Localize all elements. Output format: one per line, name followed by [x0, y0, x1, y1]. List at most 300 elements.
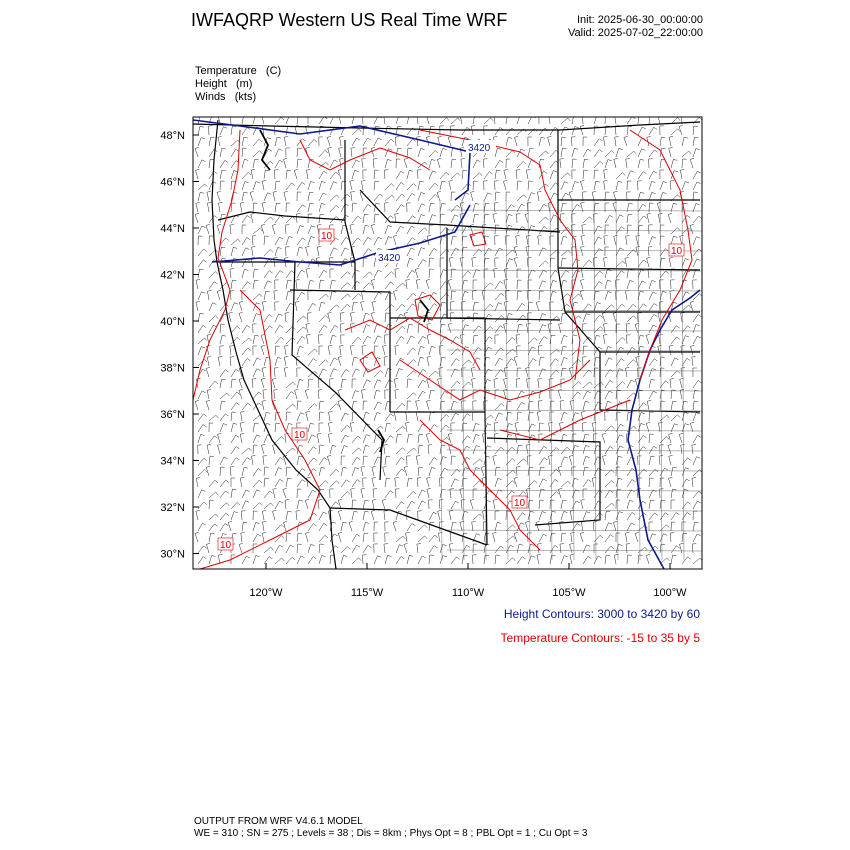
wind-barb — [383, 345, 387, 355]
lat-label: 34°N — [160, 455, 185, 468]
wind-barb — [693, 269, 700, 278]
wind-barb — [539, 337, 547, 345]
wind-barb — [352, 138, 360, 146]
wind-barb — [660, 468, 668, 476]
plot-title: IWFAQRP Western US Real Time WRF — [191, 10, 508, 30]
wind-barb — [602, 433, 606, 443]
wind-barb — [514, 532, 518, 542]
wind-barb — [581, 246, 585, 256]
wind-barb — [396, 148, 402, 157]
wind-barb — [660, 401, 665, 410]
wind-barb — [363, 445, 369, 454]
wind-barb — [272, 378, 276, 388]
wind-barb — [407, 170, 413, 179]
wind-barb — [504, 180, 508, 190]
wind-barb — [374, 402, 382, 410]
wind-barb — [318, 390, 322, 399]
wind-barb — [580, 125, 584, 135]
wind-barb — [693, 491, 702, 498]
wind-barb — [693, 117, 702, 124]
wind-barb — [649, 369, 656, 377]
wind-barb — [284, 521, 288, 531]
wind-barb — [417, 544, 421, 553]
wind-barb — [638, 555, 643, 564]
wind-barb — [352, 369, 360, 377]
wind-barb — [495, 236, 499, 245]
wind-barb — [275, 149, 282, 157]
wind-barb — [418, 525, 427, 531]
wind-barb — [352, 379, 356, 388]
wind-barb — [616, 347, 624, 355]
wind-barb — [297, 401, 302, 410]
wind-barb — [297, 292, 305, 300]
wind-barb — [286, 392, 294, 399]
wind-barb — [220, 379, 226, 388]
wind-barb — [473, 181, 478, 190]
wind-barb — [528, 313, 532, 322]
wind-barb — [495, 555, 500, 564]
wind-barb — [352, 294, 361, 301]
wind-barb — [396, 469, 405, 476]
wind-barb — [451, 269, 456, 278]
wind-barb — [635, 323, 639, 333]
border-nv-ut — [290, 290, 390, 412]
wind-barb — [615, 115, 619, 125]
wind-barb — [209, 423, 213, 432]
wind-barb — [242, 490, 250, 498]
wind-barb — [418, 501, 426, 509]
wind-barb — [297, 346, 303, 355]
wind-barb — [550, 291, 556, 300]
wind-barb — [583, 159, 588, 168]
wind-barb — [253, 346, 257, 355]
wind-barb — [385, 478, 390, 487]
wind-barb — [406, 280, 410, 289]
wind-barb — [550, 258, 555, 267]
wind-barb — [604, 181, 608, 191]
wind-barb — [338, 356, 342, 366]
wind-barb — [473, 214, 479, 223]
wind-barb — [362, 390, 366, 400]
wind-barb — [352, 436, 361, 443]
wind-barb — [407, 148, 412, 157]
wind-barb — [572, 148, 578, 157]
wind-barb — [319, 423, 323, 432]
wind-barb — [330, 248, 337, 256]
wind-barb — [693, 390, 699, 399]
wind-barb — [416, 411, 420, 421]
wind-barb — [196, 510, 200, 520]
wind-barb — [319, 512, 327, 520]
wind-barb — [340, 313, 344, 322]
wind-barb — [659, 456, 663, 465]
wind-barb — [396, 337, 404, 345]
wind-barb — [273, 488, 277, 498]
wind-barb — [352, 238, 361, 245]
wind-barb — [616, 181, 622, 190]
wind-barb — [308, 557, 316, 564]
model-info — [194, 816, 587, 840]
wind-barb — [669, 136, 673, 146]
wind-barb — [682, 326, 691, 333]
wind-barb — [253, 556, 260, 565]
wind-barb — [528, 511, 534, 520]
wind-barb — [605, 535, 614, 542]
wind-barb — [561, 203, 567, 212]
wind-barb — [198, 226, 206, 234]
wind-barb — [317, 246, 321, 256]
wind-barb — [484, 193, 491, 201]
wind-barb — [352, 391, 359, 399]
wind-barb — [495, 522, 501, 531]
wind-barb — [448, 136, 452, 146]
wind-barb — [242, 238, 250, 246]
wind-barb — [240, 202, 244, 212]
wind-barb — [394, 378, 398, 388]
wind-barb — [616, 478, 622, 487]
wind-barb — [374, 544, 378, 553]
wind-barb — [450, 313, 454, 322]
height-label-2: 3420 — [378, 253, 401, 264]
wind-barb — [448, 433, 452, 443]
wind-barb — [407, 184, 416, 190]
wind-barb — [693, 336, 701, 344]
wind-barb — [495, 447, 504, 454]
wind-barb — [605, 358, 612, 366]
wind-barb — [330, 182, 337, 190]
wind-barb — [460, 114, 464, 124]
wind-barb — [627, 214, 632, 223]
wind-barb — [361, 301, 365, 311]
wind-barb — [297, 480, 305, 487]
wind-barb — [264, 467, 269, 476]
wind-barb — [262, 180, 266, 190]
wind-barb — [462, 280, 468, 289]
wind-barb — [527, 379, 531, 389]
wind-barb — [649, 500, 654, 509]
wind-barb — [363, 325, 370, 333]
wind-barb — [658, 114, 662, 124]
wind-barb — [385, 533, 389, 542]
wind-barb — [550, 412, 554, 421]
wind-barb — [264, 217, 273, 223]
wind-barb — [351, 324, 355, 334]
wind-barb — [440, 270, 447, 278]
wind-barb — [561, 313, 567, 322]
wind-barb — [550, 161, 559, 168]
wind-barb — [638, 172, 647, 179]
wind-barb — [550, 434, 556, 443]
wind-barb — [693, 237, 700, 245]
wind-barb — [495, 467, 500, 476]
wind-barb — [341, 304, 350, 311]
wind-barb — [418, 346, 424, 355]
wind-barb — [308, 359, 317, 366]
wind-barb — [393, 521, 397, 531]
wind-barb — [583, 217, 592, 223]
wind-barb — [242, 137, 248, 146]
wind-barb — [275, 458, 283, 465]
wind-barb — [515, 136, 519, 146]
county-line — [447, 490, 702, 491]
wind-barb — [352, 216, 361, 223]
wind-barb — [495, 390, 499, 399]
wind-barb — [275, 216, 284, 223]
wind-barb — [451, 359, 459, 366]
wind-barb — [572, 294, 581, 300]
wind-barb — [395, 390, 399, 399]
wind-barb — [308, 280, 314, 289]
wind-barb — [517, 402, 525, 410]
wind-barb — [616, 261, 625, 267]
wind-barb — [374, 170, 379, 179]
wind-barb — [693, 204, 700, 213]
wind-barb — [230, 467, 234, 476]
wind-barb — [407, 456, 411, 465]
wind-barb — [693, 558, 702, 564]
wind-barb — [394, 290, 398, 300]
wind-barb — [570, 543, 574, 553]
map-frame — [193, 117, 702, 569]
wind-barb — [583, 480, 591, 487]
wind-barb — [570, 554, 574, 564]
wind-barb — [550, 193, 558, 201]
wind-barb — [341, 555, 347, 564]
wind-barb — [517, 280, 521, 289]
wind-barb — [627, 490, 635, 498]
wind-barb — [504, 279, 508, 289]
wind-barb — [539, 423, 544, 432]
wind-barb — [451, 291, 456, 300]
wind-barb — [506, 424, 513, 433]
wind-barb — [429, 458, 437, 465]
wind-barb — [231, 247, 237, 256]
wind-barb — [484, 283, 493, 289]
wind-barb — [363, 401, 367, 410]
wind-barb — [319, 203, 325, 212]
wind-barb — [627, 348, 635, 356]
wind-barb — [231, 412, 236, 421]
wind-barb — [374, 371, 383, 377]
wind-barb — [427, 400, 431, 410]
wind-barb — [207, 356, 211, 366]
wind-barb — [506, 128, 515, 135]
wind-barb — [660, 368, 664, 377]
wind-barb — [550, 127, 558, 135]
wind-barb — [374, 413, 381, 422]
wind-barb — [220, 457, 228, 465]
wind-barb — [207, 389, 211, 399]
wind-barb — [396, 126, 402, 135]
wind-barb — [572, 382, 581, 388]
wind-barb — [638, 115, 643, 124]
wind-barb — [506, 214, 512, 223]
wind-barb — [517, 557, 526, 564]
wind-barb — [429, 269, 434, 278]
wind-barb — [690, 158, 694, 168]
wind-barb — [605, 291, 612, 300]
wind-barb — [231, 435, 239, 443]
wind-barb — [549, 115, 553, 125]
wind-barb — [550, 271, 558, 279]
wind-barb — [239, 543, 243, 553]
wind-barb — [351, 313, 355, 323]
county-line — [447, 210, 702, 211]
wind-barb — [548, 136, 552, 146]
wind-barb — [473, 335, 478, 344]
wind-barb — [638, 149, 645, 157]
wind-barb — [484, 501, 491, 510]
county-line — [447, 310, 702, 311]
wind-barb — [616, 390, 621, 399]
wind-barb — [339, 147, 343, 157]
wind-barb — [462, 468, 469, 477]
wind-barb — [506, 205, 514, 212]
wind-barb — [209, 126, 213, 135]
wind-barb — [330, 404, 339, 410]
lat-label: 46°N — [160, 176, 185, 189]
wind-barb — [384, 511, 388, 520]
wind-barb — [275, 346, 280, 355]
wind-barb — [319, 137, 323, 146]
wind-barb — [526, 521, 530, 531]
wind-barb — [682, 159, 687, 168]
wind-barb — [462, 247, 467, 256]
wind-barb — [594, 249, 602, 256]
wind-barb — [440, 544, 447, 553]
wind-barb — [231, 502, 240, 509]
wind-barb — [429, 304, 437, 311]
wind-barb — [220, 414, 229, 421]
wind-barb — [426, 433, 430, 443]
wind-barb — [218, 356, 222, 366]
wind-barb — [352, 203, 357, 212]
wind-barb — [484, 172, 493, 179]
wind-barb — [627, 480, 635, 488]
wind-barb — [671, 371, 680, 378]
height-legend: Height Contours: 3000 to 3420 by 60 — [503, 607, 700, 621]
wind-barb — [506, 545, 514, 553]
wind-barb — [297, 115, 302, 124]
wind-barb — [371, 279, 375, 289]
wind-barb — [429, 126, 435, 135]
wind-barb — [616, 412, 621, 421]
wind-barb — [638, 159, 644, 168]
wind-barb — [504, 301, 508, 311]
wind-barb — [231, 369, 239, 377]
wind-barb — [395, 346, 399, 355]
wind-barb — [217, 191, 221, 201]
wind-barb — [242, 325, 250, 333]
wind-barb — [539, 369, 546, 377]
wind-barb — [462, 325, 469, 333]
wind-barb — [561, 457, 568, 465]
wind-barb — [341, 272, 350, 278]
wind-barb — [428, 445, 432, 454]
wind-barb — [616, 227, 625, 234]
wind-barb — [242, 458, 250, 465]
wind-barb — [583, 391, 591, 399]
wind-barb — [350, 422, 354, 432]
wind-barb — [605, 160, 612, 169]
wind-barb — [275, 337, 284, 344]
wind-barb — [352, 468, 359, 476]
wind-barb — [417, 170, 421, 179]
wind-barb — [407, 448, 416, 454]
wind-barb — [363, 478, 367, 487]
model-line-2: WE = 310 ; SN = 275 ; Levels = 38 ; Dis = 8km ; Phys Opt = 8 ; PBL Opt = 1 ; Cu Opt = 3 — [194, 828, 588, 839]
wind-barb — [220, 148, 226, 157]
wind-barb — [372, 499, 376, 509]
wind-barb — [294, 169, 298, 179]
wind-barb — [209, 514, 218, 520]
wind-barb — [572, 159, 577, 168]
wind-barb — [561, 270, 569, 278]
wind-barb — [264, 281, 271, 289]
wind-barb — [649, 280, 656, 289]
wind-barb — [264, 271, 273, 278]
wind-barb — [286, 412, 291, 421]
wind-barb — [231, 239, 240, 245]
wind-barb — [429, 546, 438, 553]
wind-barb — [649, 150, 658, 157]
wind-barb — [374, 214, 379, 223]
wind-barb — [240, 433, 244, 443]
wind-barb — [198, 557, 206, 564]
wind-barb — [572, 181, 579, 190]
wind-barb — [220, 467, 225, 476]
wind-barb — [319, 481, 328, 487]
wind-barb — [407, 371, 416, 377]
wind-barb — [506, 313, 513, 322]
wind-barb — [385, 226, 392, 235]
wind-barb — [682, 137, 688, 146]
wind-barb — [462, 127, 470, 135]
wind-barb — [286, 423, 293, 432]
wind-barb — [264, 557, 272, 564]
wind-barb — [407, 226, 415, 234]
wind-barb — [231, 403, 240, 410]
wind-barb — [286, 183, 295, 190]
wind-barb — [319, 270, 327, 278]
wind-barb — [660, 236, 665, 245]
county-line — [447, 470, 702, 471]
wind-barb — [286, 448, 295, 454]
wind-barb — [308, 458, 317, 465]
wind-barb — [495, 335, 499, 344]
wind-barb — [329, 423, 333, 433]
wind-barb — [682, 533, 687, 542]
wind-barb — [307, 313, 311, 322]
state-boundaries — [193, 120, 700, 569]
wind-barb — [427, 334, 431, 344]
wind-barb — [297, 192, 301, 201]
wind-barb — [450, 302, 454, 311]
wind-barb — [198, 502, 207, 509]
wind-barb — [638, 127, 646, 135]
wind-barb — [583, 324, 587, 333]
wind-barb — [198, 260, 207, 267]
wind-barb — [352, 448, 361, 454]
wind-barb — [580, 290, 584, 300]
wind-barb — [374, 336, 381, 344]
wind-barb — [242, 182, 249, 191]
wind-barb — [605, 511, 610, 520]
wind-barb — [616, 382, 625, 389]
wind-barb — [660, 381, 669, 388]
wind-barb — [340, 324, 344, 333]
wind-barb — [385, 292, 393, 300]
